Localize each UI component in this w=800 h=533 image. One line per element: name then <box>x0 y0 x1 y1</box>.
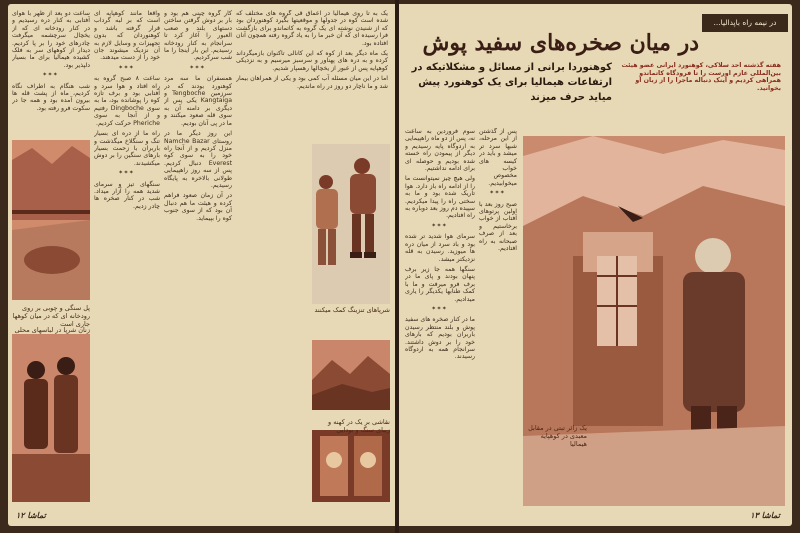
left-folio: تماشا ۱۲ <box>16 510 46 520</box>
bridge-illustration <box>12 140 90 300</box>
climbers-photo <box>312 144 390 304</box>
paragraph: یک ماه دیگر بعد از کوه که این کانالی تاکنوان بازمیگرداند کرده و به دره های پهناور و سرسبز میرسیم و به نزدیکی کوهپایه پس از عبور از یخچالها رهسپار شدیم. <box>236 50 388 72</box>
paragraph: ساعت ۸ صبح گروه به راه افتاد و هوا سرد و آفتابی بود و برف تازه کوه را پوشانده بود، ما به سوی Dingboche رفتیم و از آنجا به سوی Pheriche حرکت کردیم. <box>94 75 160 127</box>
door-caption: نقاشی بر یک در کهنه و زیبای سنگ و بودایی <box>327 418 390 434</box>
paragraph: این روز دیگر ما در روستای Namche Bazar منزل کردیم و از آنجا راه خود را به سوی کوه Everest دنبال کردیم. پس از سه روز راهپیمایی طولانی بالاخره به پایگاه رسیدیم. <box>164 130 232 189</box>
door-illustration <box>312 430 390 502</box>
right-col-b <box>479 128 517 508</box>
door-painting-photo <box>312 430 390 502</box>
paragraph: ولی هیچ چیز نمیتوانست ما را از ادامه راه باز دارد. هوا تاریک شده بود و ما به سختی راه را پیدا میکردیم. سپیده دم روز بعد دوباره به راه افتادیم. <box>405 175 475 220</box>
landscape-photo <box>312 340 390 410</box>
article-intro: هفته گذشته احد سلاکی، کوهنورد ایرانی عضو هیئت بین‌المللی عازم اورست را تا فرودگاه کاتماندو همراهی کردیم و اینک دنباله ماجرا را از زبان او بخوانید. <box>621 62 781 92</box>
article-subtitle: کوهنوردا برانی از مسائل و مشکلاتیکه در ارتفاعات هیمالیا برای یک کوهنورد پیش میاید حرف میزند <box>411 62 612 103</box>
climbers-caption: شرپاهای تنزینگ کمک میکنند <box>314 306 390 314</box>
paragraph: سنگها همه جا زیر برف پنهان بودند و پای ما در برف فرو میرفت و ما با کمک طنابها یکدیگر را یاری میدادیم. <box>405 265 475 303</box>
section-separator: *** <box>43 72 59 80</box>
paragraph: پس از گذشتن از این مرحله، شبها سرد تر میشد و باید در کیسه های خواب مخصوص میخوابیدیم. <box>479 128 517 187</box>
women-caption: زنان شرپا در لباسهای محلی <box>14 326 90 334</box>
section-separator: *** <box>190 64 206 72</box>
climbers-illustration <box>312 144 390 304</box>
paragraph: ما در کنار صخره های سفید پوش و بلند منتظر رسیدن باربران بودیم که بارهای خود را بر دوش داشتند. سرانجام همه به اردوگاه رسیدند. <box>405 316 475 361</box>
left-col2 <box>164 10 232 510</box>
left-page <box>8 4 395 526</box>
section-separator: *** <box>119 64 135 72</box>
paragraph: راه ما از دره ای بسیار تنگ و سنگلاخ میگذشت و باربران با زحمت بسیار بارهای سنگین را بر دوش میکشیدند. <box>94 130 160 167</box>
right-col-a <box>405 128 475 508</box>
section-separator: *** <box>119 170 135 178</box>
left-col1-top <box>236 10 388 98</box>
paragraph: شب هنگام به اطراف نگاه کردیم، ماه از پشت قله ها بیرون آمده بود و همه جا در سکوت فرو رفته بود. <box>12 82 90 112</box>
paragraph: ساعت دو بعد از ظهر با هوای آفتابی به کنار دره رسیدیم و در کنار رودخانه ای که از یخچال سرچشمه میگرفت چادرهای خود را بر پا کردیم. دیدار از کوههای سر به فلک کشیده هیمالیا برای ما بسیار دلپذیر بود. <box>12 10 90 69</box>
paragraph: اما در این میان مسئله آب کمی بود و یکی از همراهان بیمار شد و ما ناچار دو روز در راه ماندیم. <box>236 75 388 90</box>
landscape-illustration <box>312 340 390 410</box>
bridge-photo <box>12 140 90 300</box>
paragraph: کار گروه چینی هم بود و بار بر دوش گرفتن ساختن دستهای بلند و صعب العبور را آغاز کرد تا سرانجام به کنار رودخانه رسیدیم. این بار اینجا را ما شب سرکردیم. <box>164 10 232 62</box>
bridge-caption: پل سنگی و چوبی بر روی رودخانه ای که در میان کوهها جاری است <box>12 304 90 328</box>
paragraph: سنگهای تیز و سرمای شدید همه را آزار میداد. شب در کنار صخره ها چادر زدیم. <box>94 180 160 210</box>
main-shrine-photo <box>523 136 785 506</box>
left-col4 <box>12 10 90 134</box>
main-photo-caption: یک زائر تبتی در مقابل معبدی در کوهپایه هیمالیا <box>528 424 587 448</box>
section-separator: *** <box>490 190 506 198</box>
series-label: در نیمه راه باپدالیا... <box>702 14 788 32</box>
paragraph: یک به تا روی هیمالیا در اعماق قی گروه های مختلف که شده است کوه در جدولها و موقعیتها بگیرد کوهنوردان بود که از شنیدن نوشته ای یک گروه به کاتماندو برای بازگشت فرا رسیده ای که آن خبر ما را به یاد گروه رفته همچون آنان افتاده بود. <box>236 10 388 47</box>
paragraph: در آن زمان صعود فراهم کرده و هیئت ما هم دنبال آن بود که از سوی جنوب کوه را بپیماید. <box>164 192 232 222</box>
paragraph: واقعاً مانند کوهپایه ای است که بر لبه گرداب قرار گرفته باشد و کوهنوردان که بدون تجهیزات و وسایل لازم به آن نزدیک میشوند جان خود را از دست میدهند. <box>94 10 160 62</box>
right-page <box>399 4 792 526</box>
paragraph: صبح روز بعد با اولین پرتوهای آفتاب از خواب برخاستیم و بعد از صرف صبحانه به راه افتادیم. <box>479 200 517 253</box>
section-separator: *** <box>432 305 448 313</box>
shrine-illustration <box>523 136 785 506</box>
left-col3 <box>94 10 160 510</box>
women-illustration <box>12 334 90 502</box>
paragraph: سرمای هوا شدید تر شده بود و باد سرد از میان دره ها میوزید. رسیدن به قله نزدیکتر میشد. <box>405 233 475 263</box>
paragraph: همسفران ما سه مرد کوهنورد بودند که در سرزمین Tengboche و Kangtaiga یکی پس از دیگری بر دامنه آن به سوی قله صعود میکنند و ما در پی آنان بودیم. <box>164 75 232 127</box>
paragraph: سوم فروردین به ساعت نه، پس از دو ماه راهپیمایی به اردوگاه پایه رسیدیم و دیگر از پیمودن راه خسته شده بودیم و حوصله ای برای ادامه نداشتیم. <box>405 128 475 173</box>
section-separator: *** <box>432 222 448 230</box>
women-photo <box>12 334 90 502</box>
right-folio: تماشا ۱۳ <box>750 510 780 520</box>
article-title: در میان صخره‌های سفید پوش <box>422 30 699 56</box>
